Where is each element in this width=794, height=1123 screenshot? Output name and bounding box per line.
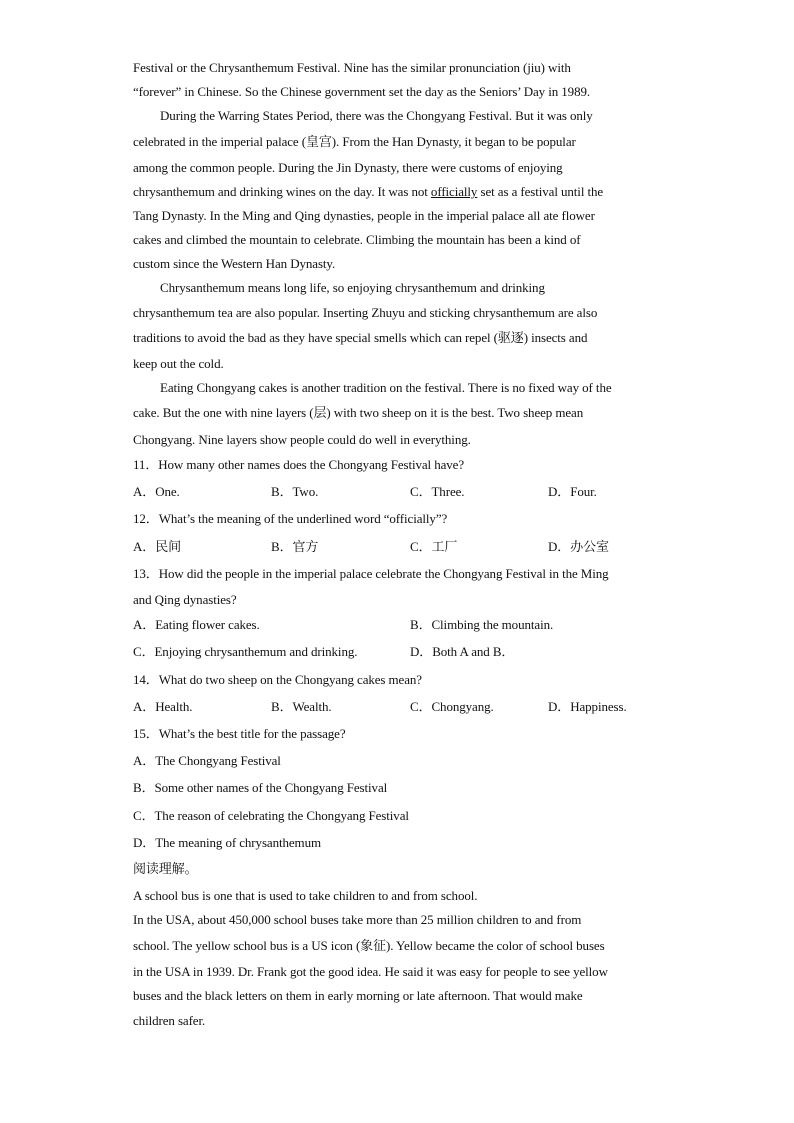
passage-line: celebrated in the imperial palace (皇宫). From the Han Dynasty, it began to be popular <box>133 134 576 149</box>
passage-line: chrysanthemum tea are also popular. Inserting Zhuyu and sticking chrysanthemum are also <box>133 305 598 320</box>
q11-option-d: D．Four. <box>548 484 597 499</box>
q14-option-c: C．Chongyang. <box>410 699 494 714</box>
passage-line: Festival or the Chrysanthemum Festival. Nine has the similar pronunciation (jiu) with <box>133 60 571 75</box>
question-15-stem: 15．What’s the best title for the passage? <box>133 726 346 741</box>
question-13-stem: 13．How did the people in the imperial palace celebrate the Chongyang Festival in the Ming <box>133 566 609 581</box>
underlined-word: officially <box>430 184 478 199</box>
q14-option-d: D．Happiness. <box>548 699 627 714</box>
question-11-stem: 11．How many other names does the Chongyang Festival have? <box>133 457 465 472</box>
passage-line: Eating Chongyang cakes is another tradition on the festival. There is no fixed way of the <box>160 380 612 395</box>
passage-line: among the common people. During the Jin Dynasty, there were customs of enjoying <box>133 160 563 175</box>
question-14-stem: 14．What do two sheep on the Chongyang cakes mean? <box>133 672 422 687</box>
q11-option-a: A．One. <box>133 484 180 499</box>
passage-line: A school bus is one that is used to take children to and from school. <box>133 888 478 903</box>
passage-line: In the USA, about 450,000 school buses take more than 25 million children to and from <box>133 912 582 927</box>
q15-option-d: D．The meaning of chrysanthemum <box>133 835 321 850</box>
q13-option-c: C．Enjoying chrysanthemum and drinking. <box>133 644 358 659</box>
passage-line: custom since the Western Han Dynasty. <box>133 256 336 271</box>
q14-option-a: A．Health. <box>133 699 193 714</box>
text-segment: chrysanthemum and drinking wines on the day. It was not <box>133 184 431 199</box>
passage-line: in the USA in 1939. Dr. Frank got the good idea. He said it was easy for people to see yellow <box>133 964 608 979</box>
q12-option-d: D．办公室 <box>548 539 609 554</box>
q11-option-b: B．Two. <box>271 484 319 499</box>
passage-line: buses and the black letters on them in early morning or late afternoon. That would make <box>133 988 583 1003</box>
passage-line: Tang Dynasty. In the Ming and Qing dynasties, people in the imperial palace all ate flower <box>133 208 595 223</box>
passage-line: school. The yellow school bus is a US icon (象征). Yellow became the color of school buses <box>133 938 605 953</box>
section-heading: 阅读理解。 <box>133 861 198 876</box>
q15-option-b: B．Some other names of the Chongyang Festival <box>133 780 388 795</box>
q12-option-a: A．民间 <box>133 539 181 554</box>
q11-option-c: C．Three. <box>410 484 465 499</box>
q15-option-a: A．The Chongyang Festival <box>133 753 281 768</box>
passage-line: cake. But the one with nine layers (层) with two sheep on it is the best. Two sheep mean <box>133 405 584 420</box>
passage-line: Chongyang. Nine layers show people could do well in everything. <box>133 432 471 447</box>
q14-option-b: B．Wealth. <box>271 699 332 714</box>
passage-line: Chrysanthemum means long life, so enjoying chrysanthemum and drinking <box>160 280 545 295</box>
passage-line <box>133 184 603 200</box>
q13-option-a: A．Eating flower cakes. <box>133 617 260 632</box>
passage-line: keep out the cold. <box>133 356 224 371</box>
passage-line: During the Warring States Period, there was the Chongyang Festival. But it was only <box>160 108 593 123</box>
question-13-stem-cont: and Qing dynasties? <box>133 592 237 607</box>
passage-line: cakes and climbed the mountain to celebrate. Climbing the mountain has been a kind of <box>133 232 581 247</box>
question-12-stem: 12．What’s the meaning of the underlined word “officially”? <box>133 511 448 526</box>
passage-line: children safer. <box>133 1013 206 1028</box>
q15-option-c: C．The reason of celebrating the Chongyang Festival <box>133 808 409 823</box>
passage-line: “forever” in Chinese. So the Chinese government set the day as the Seniors’ Day in 1989. <box>133 84 591 99</box>
q12-option-c: C．工厂 <box>410 539 458 554</box>
q13-option-b: B．Climbing the mountain. <box>410 617 554 632</box>
text-segment: set as a festival until the <box>477 184 604 199</box>
passage-line: traditions to avoid the bad as they have special smells which can repel (驱逐) insects and <box>133 330 588 345</box>
q12-option-b: B．官方 <box>271 539 319 554</box>
q13-option-d: D．Both A and B． <box>410 644 515 659</box>
